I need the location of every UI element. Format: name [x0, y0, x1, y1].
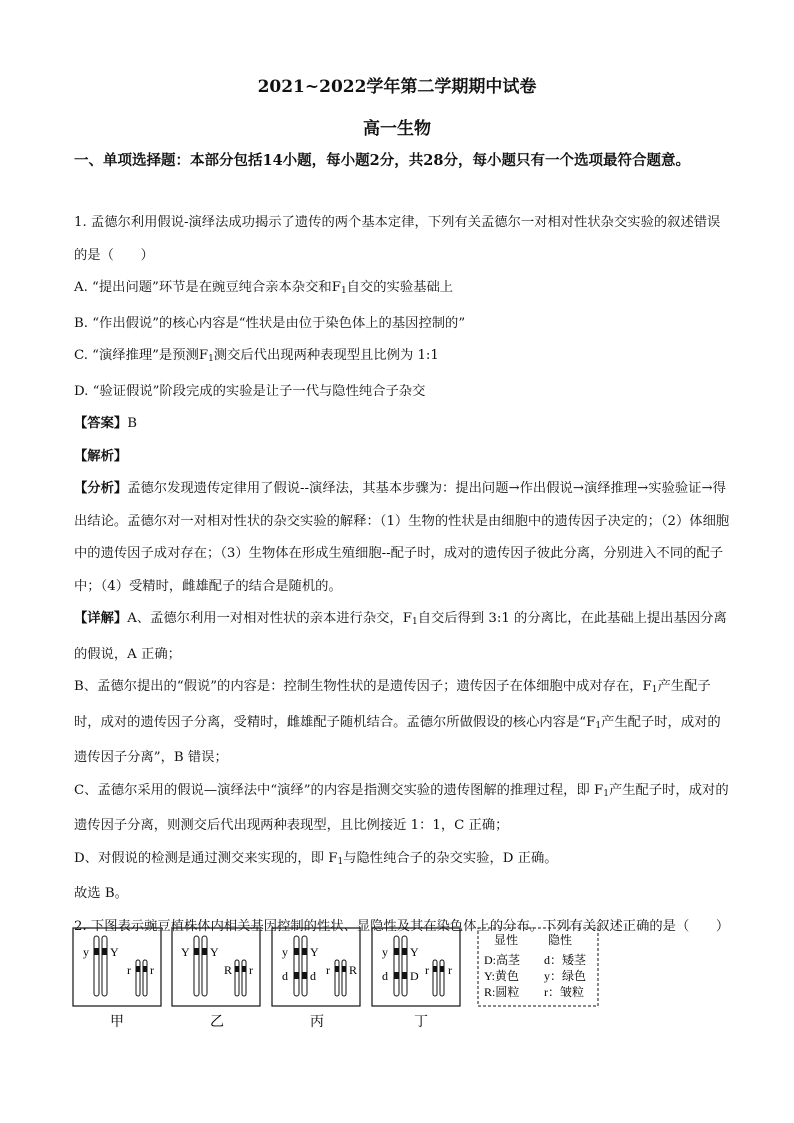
q1-xiangjie-a: 【详解】A、孟德尔利用一对相对性状的亲本进行杂交，$F_1$自交后得到 3:1 的分离比，在此基础上提出基因分离的假说，A 正确；: [74, 611, 727, 662]
svg-text:d: d: [382, 969, 388, 983]
svg-text:R: R: [349, 963, 358, 977]
caption-yi: 乙: [210, 1015, 224, 1030]
svg-text:D:高茎: D:高茎: [484, 953, 521, 967]
svg-text:r: r: [326, 963, 330, 977]
question-body: [74, 207, 730, 943]
panel-jia: [73, 928, 161, 1030]
q2-stem: 2. 下图表示豌豆植株体内相关基因控制的性状、显隐性及其在染色体上的分布。下列有关叙述正确的是（ ）: [74, 918, 730, 934]
subject-title: 高一生物: [363, 119, 431, 139]
q1-option-d: D. “验证假说”阶段完成的实验是让子一代与隐性纯合子杂交: [74, 383, 426, 399]
label: r: [150, 963, 154, 977]
panel-bing: [272, 928, 360, 1030]
svg-text:Y: Y: [181, 945, 190, 959]
svg-text:r: r: [249, 963, 253, 977]
q1-option-a: A. “提出问题”环节是在豌豆纯合亲本杂交和$F_1$自交的实验基础上: [74, 280, 454, 296]
label: Y: [110, 945, 119, 959]
caption-jia: 甲: [110, 1015, 124, 1030]
svg-text:d: d: [310, 969, 316, 983]
svg-text:d: d: [282, 969, 288, 983]
legend-box: [478, 928, 598, 1006]
q1-option-b: B. “作出假说”的核心内容是“性状是由位于染色体上的基因控制的”: [74, 315, 466, 331]
q1-conclusion: 故选 B。: [74, 886, 128, 901]
svg-text:y: y: [282, 945, 288, 959]
svg-text:Y: Y: [310, 945, 319, 959]
svg-text:Y: Y: [410, 945, 419, 959]
q1-stem: 1. 孟德尔利用假说-演绎法成功揭示了遗传的两个基本定律，下列有关孟德尔一对相对性状杂交实验的叙述错误的是（ ）: [74, 215, 721, 263]
panel-ding: [372, 928, 460, 1030]
panel-yi: [172, 928, 260, 1030]
exam-title: 2021~2022学年第二学期期中试卷: [257, 77, 537, 97]
caption-ding: 丁: [414, 1015, 428, 1030]
caption-bing: 丙: [310, 1015, 324, 1030]
chromosome-figure: [70, 922, 610, 1042]
label: r: [127, 963, 131, 977]
svg-text:y：绿色: y：绿色: [544, 969, 587, 983]
q1-xiangjie-c: C、孟德尔采用的假说—演绎法中“演绎”的内容是指测交实验的遗传图解的推理过程，即 $F_1$产生配子时，成对的遗传因子分离，则测交后代出现两种表现型，且比例接近 1：1，C 正确；: [74, 782, 729, 833]
q1-xiangjie-b: B、孟德尔提出的“假说”的内容是：控制生物性状的是遗传因子；遗传因子在体细胞中成对存在，$F_1$产生配子时，成对的遗传因子分离，受精时，雌雄配子随机结合。孟德尔所做假设的核心内容是“$F_1$产生配子时，成对的遗传因子分离”，B 错误；: [74, 679, 721, 765]
q1-xiangjie-d: D、对假说的检测是通过测交来实现的，即 $F_1$与隐性纯合子的杂交实验，D 正确。: [74, 850, 558, 867]
svg-text:y: y: [382, 945, 388, 959]
svg-text:r：皱粒: r：皱粒: [544, 985, 584, 999]
svg-text:r: r: [425, 963, 429, 977]
svg-text:D: D: [410, 969, 419, 983]
q1-answer: 【答案】B: [74, 416, 137, 431]
legend-dominant-header: 显性: [494, 933, 519, 947]
q1-analysis-label: 【解析】: [74, 448, 128, 464]
q1-option-c: C. “演绎推理”是预测$F_1$测交后代出现两种表现型且比例为 1:1: [74, 348, 439, 364]
svg-text:R:圆粒: R:圆粒: [484, 985, 520, 999]
legend-recessive-header: 隐性: [548, 933, 573, 947]
svg-text:Y: Y: [210, 945, 219, 959]
label: y: [83, 945, 89, 959]
svg-text:d：矮茎: d：矮茎: [544, 953, 587, 967]
svg-text:r: r: [448, 963, 452, 977]
svg-text:R: R: [224, 963, 233, 977]
section-heading: 一、单项选择题：本部分包括14小题，每小题2分，共28分，每小题只有一个选项最符合题意。: [74, 152, 690, 169]
svg-text:Y:黄色: Y:黄色: [484, 969, 519, 983]
q1-fenxi: 【分析】孟德尔发现遗传定律用了假说--演绎法，其基本步骤为：提出问题→作出假说→演绎推理→实验验证→得出结论。孟德尔对一对相对性状的杂交实验的解释：（1）生物的性状是由细胞中的遗传因子决定的；（2）体细胞中的遗传因子成对存在；（3）生物体在形成生殖细胞--配子时，成对的遗传因子彼此分离，分别进入不同的配子中；（4）受精时，雌雄配子的结合是随机的。: [74, 481, 730, 594]
